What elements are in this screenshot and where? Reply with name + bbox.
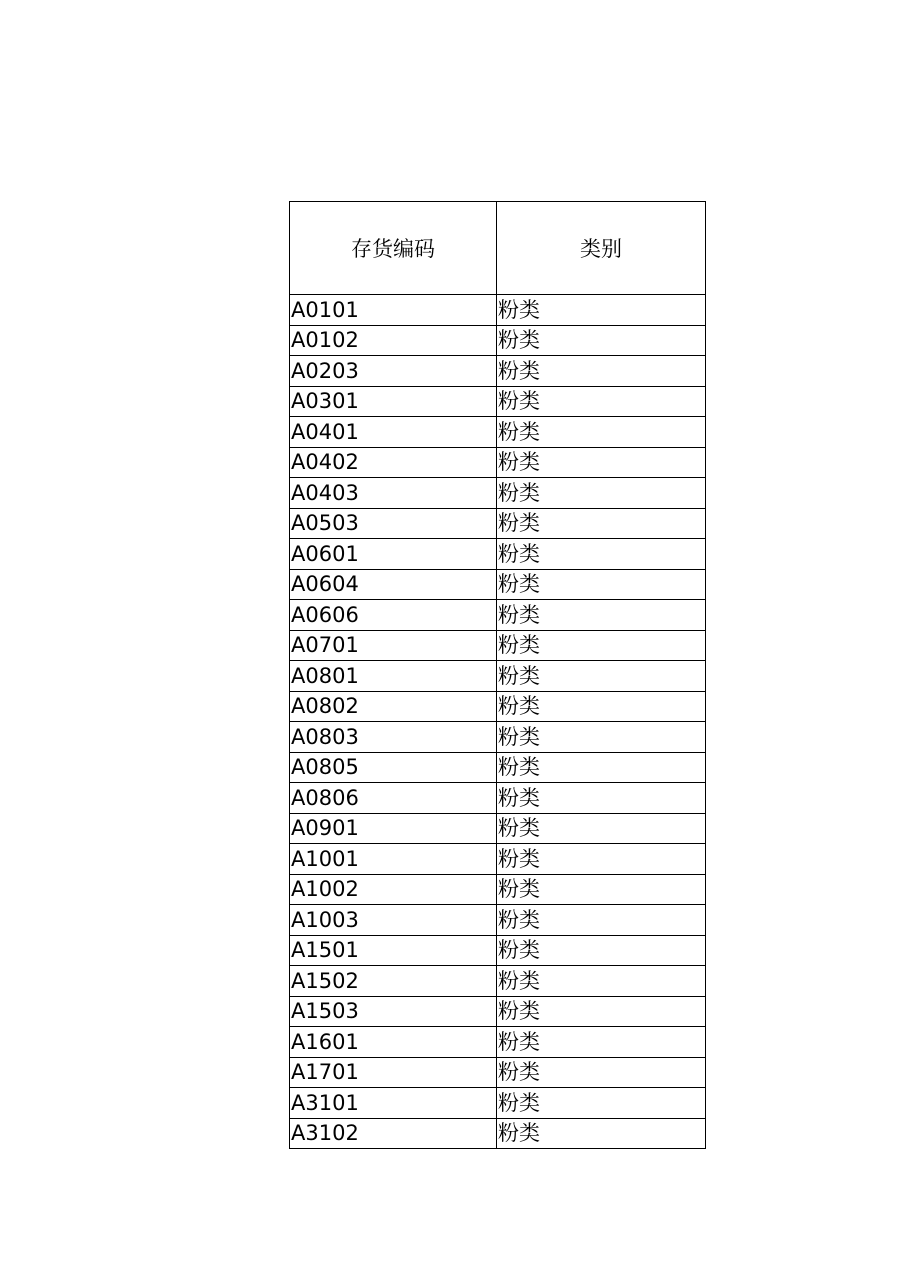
cell-category: 粉类 <box>497 325 706 356</box>
cell-inventory-code: A0901 <box>290 813 497 844</box>
table-row <box>290 1027 706 1058</box>
table-row <box>290 569 706 600</box>
cell-inventory-code: A3101 <box>290 1088 497 1119</box>
cell-category: 粉类 <box>497 295 706 326</box>
cell-inventory-code: A1001 <box>290 844 497 875</box>
cell-inventory-code: A0402 <box>290 447 497 478</box>
table-row <box>290 844 706 875</box>
cell-category: 粉类 <box>497 996 706 1027</box>
cell-inventory-code: A3102 <box>290 1118 497 1149</box>
cell-category: 粉类 <box>497 508 706 539</box>
cell-category: 粉类 <box>497 356 706 387</box>
cell-category: 粉类 <box>497 661 706 692</box>
header-category: 类别 <box>497 202 706 295</box>
inventory-table <box>289 201 706 1149</box>
inventory-sheet <box>289 201 705 1149</box>
table-row <box>290 295 706 326</box>
table-row <box>290 1088 706 1119</box>
table-body <box>290 295 706 1149</box>
cell-category: 粉类 <box>497 478 706 509</box>
cell-inventory-code: A1503 <box>290 996 497 1027</box>
cell-category: 粉类 <box>497 417 706 448</box>
cell-inventory-code: A1601 <box>290 1027 497 1058</box>
cell-inventory-code: A0102 <box>290 325 497 356</box>
table-row <box>290 630 706 661</box>
cell-inventory-code: A1701 <box>290 1057 497 1088</box>
cell-inventory-code: A1502 <box>290 966 497 997</box>
cell-inventory-code: A0301 <box>290 386 497 417</box>
table-row <box>290 478 706 509</box>
table-row <box>290 874 706 905</box>
table-row <box>290 1057 706 1088</box>
table-row <box>290 356 706 387</box>
cell-category: 粉类 <box>497 1118 706 1149</box>
table-row <box>290 508 706 539</box>
table-row <box>290 905 706 936</box>
cell-category: 粉类 <box>497 1057 706 1088</box>
cell-category: 粉类 <box>497 691 706 722</box>
table-row <box>290 752 706 783</box>
cell-category: 粉类 <box>497 722 706 753</box>
table-row <box>290 417 706 448</box>
cell-category: 粉类 <box>497 752 706 783</box>
cell-category: 粉类 <box>497 569 706 600</box>
table-row <box>290 539 706 570</box>
cell-inventory-code: A0403 <box>290 478 497 509</box>
table-row <box>290 1118 706 1149</box>
cell-category: 粉类 <box>497 844 706 875</box>
table-row <box>290 996 706 1027</box>
cell-inventory-code: A0606 <box>290 600 497 631</box>
table-row <box>290 691 706 722</box>
cell-inventory-code: A1003 <box>290 905 497 936</box>
cell-category: 粉类 <box>497 935 706 966</box>
cell-category: 粉类 <box>497 1027 706 1058</box>
table-row <box>290 661 706 692</box>
table-row <box>290 935 706 966</box>
cell-inventory-code: A1501 <box>290 935 497 966</box>
cell-inventory-code: A0604 <box>290 569 497 600</box>
cell-inventory-code: A0601 <box>290 539 497 570</box>
cell-inventory-code: A0805 <box>290 752 497 783</box>
cell-inventory-code: A0701 <box>290 630 497 661</box>
cell-inventory-code: A0802 <box>290 691 497 722</box>
header-inventory-code: 存货编码 <box>290 202 497 295</box>
table-row <box>290 386 706 417</box>
cell-inventory-code: A1002 <box>290 874 497 905</box>
cell-category: 粉类 <box>497 966 706 997</box>
cell-inventory-code: A0503 <box>290 508 497 539</box>
cell-category: 粉类 <box>497 813 706 844</box>
cell-category: 粉类 <box>497 600 706 631</box>
table-row <box>290 325 706 356</box>
cell-inventory-code: A0806 <box>290 783 497 814</box>
table-row <box>290 783 706 814</box>
table-row <box>290 722 706 753</box>
table-row <box>290 447 706 478</box>
cell-category: 粉类 <box>497 386 706 417</box>
table-row <box>290 600 706 631</box>
header-row <box>290 202 706 295</box>
cell-inventory-code: A0101 <box>290 295 497 326</box>
table-row <box>290 966 706 997</box>
table-row <box>290 813 706 844</box>
cell-category: 粉类 <box>497 905 706 936</box>
cell-category: 粉类 <box>497 874 706 905</box>
cell-category: 粉类 <box>497 447 706 478</box>
cell-category: 粉类 <box>497 783 706 814</box>
cell-inventory-code: A0801 <box>290 661 497 692</box>
cell-category: 粉类 <box>497 539 706 570</box>
cell-inventory-code: A0203 <box>290 356 497 387</box>
cell-inventory-code: A0401 <box>290 417 497 448</box>
cell-category: 粉类 <box>497 630 706 661</box>
cell-category: 粉类 <box>497 1088 706 1119</box>
cell-inventory-code: A0803 <box>290 722 497 753</box>
